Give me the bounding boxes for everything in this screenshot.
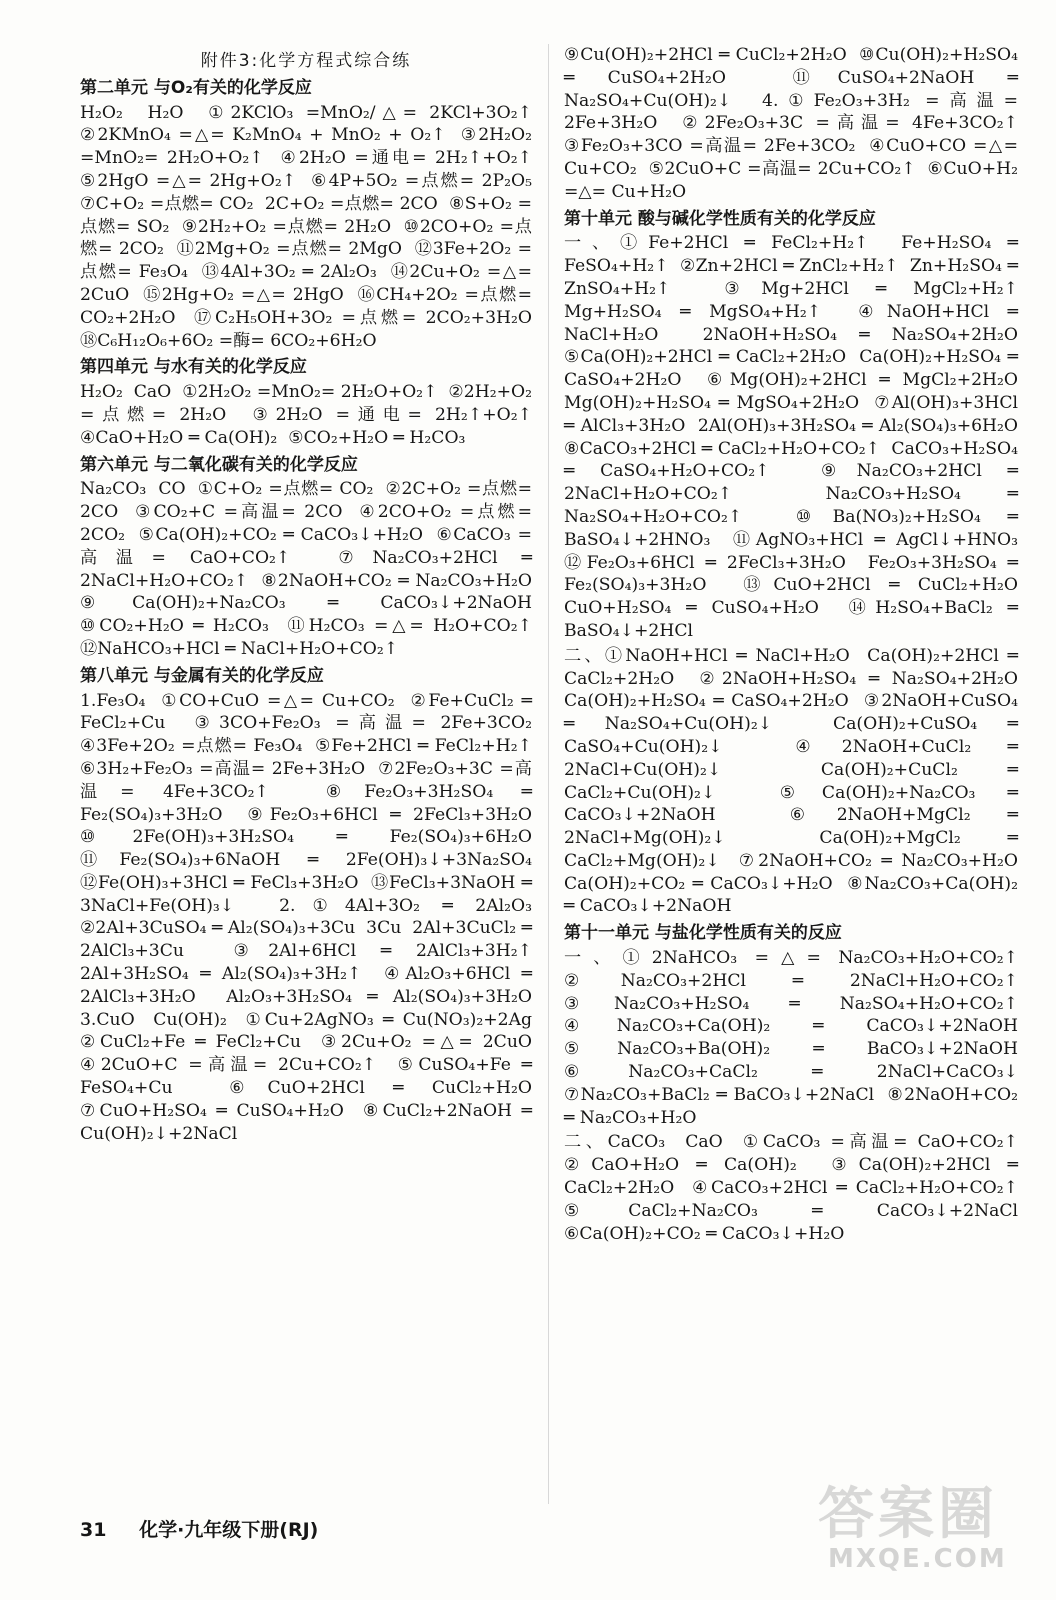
watermark-url: MXQE.COM (828, 1544, 1007, 1574)
unit-heading-4: 第四单元 与水有关的化学反应 (80, 357, 307, 378)
unit-4-equations: H₂O₂ CaO ①2H₂O₂ =MnO₂= 2H₂O+O₂↑ ②2H₂+O₂ =点燃= 2H₂O ③2H₂O =通电= 2H₂↑+O₂↑ ④CaO+H₂O ═ Ca(OH)₂ ⑤CO₂+H₂O ═ H₂CO₃ (80, 382, 543, 448)
unit-heading-8: 第八单元 与金属有关的化学反应 (80, 665, 324, 686)
unit-heading-10: 第十单元 酸与碱化学性质有关的化学反应 (564, 208, 876, 229)
unit-11-part-2-equations: 二、CaCO₃ CaO ①CaCO₃ =高温= CaO+CO₂↑ ②CaO+H₂O ═ Ca(OH)₂ ③Ca(OH)₂+2HCl ═ CaCl₂+2H₂O ④CaCO₃+2HCl ═ CaCl₂+H₂O+CO₂↑ ⑤CaCl₂+Na₂CO₃ ═ CaCO₃↓+2NaCl ⑥Ca(OH)₂+CO₂ ═ CaCO₃↓+H₂O (564, 1132, 1029, 1244)
unit-6-equations: Na₂CO₃ CO ①C+O₂ =点燃= CO₂ ②2C+O₂ =点燃= 2CO ③CO₂+C =高温= 2CO ④2CO+O₂ =点燃= 2CO₂ ⑤Ca(OH)₂+CO₂ ═ CaCO₃↓+H₂O ⑥CaCO₃ =高温= CaO+CO₂↑ ⑦Na₂CO₃+2HCl ═ 2NaCl+H₂O+CO₂↑ ⑧2NaOH+CO₂ ═ Na₂CO₃+H₂O ⑨Ca(OH)₂+Na₂CO₃ ═ CaCO₃↓+2NaOH ⑩CO₂+H₂O ═ H₂CO₃ ⑪H₂CO₃ =△= H₂O+CO₂↑ ⑫NaHCO₃+HCl ═ NaCl+H₂O+CO₂↑ (80, 479, 543, 659)
page-footer (80, 1515, 318, 1542)
watermark-logo (818, 1470, 1028, 1588)
unit-heading-6: 第六单元 与二氧化碳有关的化学反应 (80, 454, 358, 475)
unit-8-equations: 1.Fe₃O₄ ①CO+CuO =△= Cu+CO₂ ②Fe+CuCl₂ ═ FeCl₂+Cu ③3CO+Fe₂O₃ =高温= 2Fe+3CO₂ ④3Fe+2O₂ =点燃= Fe₃O₄ ⑤Fe+2HCl ═ FeCl₂+H₂↑ ⑥3H₂+Fe₂O₃ =高温= 2Fe+3H₂O ⑦2Fe₂O₃+3C =高温= 4Fe+3CO₂↑ ⑧Fe₂O₃+3H₂SO₄ ═ Fe₂(SO₄)₃+3H₂O ⑨Fe₂O₃+6HCl ═ 2FeCl₃+3H₂O ⑩2Fe(OH)₃+3H₂SO₄ ═ Fe₂(SO₄)₃+6H₂O ⑪Fe₂(SO₄)₃+6NaOH ═ 2Fe(OH)₃↓+3Na₂SO₄ ⑫Fe(OH)₃+3HCl ═ FeCl₃+3H₂O ⑬FeCl₃+3NaOH ═ 3NaCl+Fe(OH)₃↓ 2.①4Al+3O₂ ═ 2Al₂O₃ ②2Al+3CuSO₄ ═ Al₂(SO₄)₃+3Cu 3Cu 2Al+3CuCl₂ ═ 2AlCl₃+3Cu ③2Al+6HCl ═ 2AlCl₃+3H₂↑ 2Al+3H₂SO₄ ═ Al₂(SO₄)₃+3H₂↑ ④Al₂O₃+6HCl ═ 2AlCl₃+3H₂O Al₂O₃+3H₂SO₄ ═ Al₂(SO₄)₃+3H₂O 3.CuO Cu(OH)₂ ①Cu+2AgNO₃ ═ Cu(NO₃)₂+2Ag ②CuCl₂+Fe ═ FeCl₂+Cu ③2Cu+O₂ =△= 2CuO ④2CuO+C =高温= 2Cu+CO₂↑ ⑤CuSO₄+Fe ═ FeSO₄+Cu ⑥CuO+2HCl ═ CuCl₂+H₂O ⑦CuO+H₂SO₄ ═ CuSO₄+H₂O ⑧CuCl₂+2NaOH ═ Cu(OH)₂↓+2NaCl (80, 690, 543, 1144)
unit-10-part-2-equations: 二、①NaOH+HCl ═ NaCl+H₂O Ca(OH)₂+2HCl ═ CaCl₂+2H₂O ②2NaOH+H₂SO₄ ═ Na₂SO₄+2H₂O Ca(OH)₂+H₂SO₄ ═ CaSO₄+2H₂O ③2NaOH+CuSO₄ ═ Na₂SO₄+Cu(OH)₂↓ Ca(OH)₂+CuSO₄ ═ CaSO₄+Cu(OH)₂↓ ④2NaOH+CuCl₂ ═ 2NaCl+Cu(OH)₂↓ Ca(OH)₂+CuCl₂ ═ CaCl₂+Cu(OH)₂↓ ⑤Ca(OH)₂+Na₂CO₃ ═ CaCO₃↓+2NaOH ⑥2NaOH+MgCl₂ ═ 2NaCl+Mg(OH)₂↓ Ca(OH)₂+MgCl₂ ═ CaCl₂+Mg(OH)₂↓ ⑦2NaOH+CO₂ ═ Na₂CO₃+H₂O Ca(OH)₂+CO₂ ═ CaCO₃↓+H₂O ⑧Na₂CO₃+Ca(OH)₂ ═ CaCO₃↓+2NaOH (564, 645, 1029, 917)
unit-2-equations: H₂O₂ H₂O ①2KClO₃ =MnO₂/△= 2KCl+3O₂↑ ②2KMnO₄ =△= K₂MnO₄ + MnO₂ + O₂↑ ③2H₂O₂ =MnO₂= 2H₂O+O₂↑ ④2H₂O =通电= 2H₂↑+O₂↑ ⑤2HgO =△= 2Hg+O₂↑ ⑥4P+5O₂ =点燃= 2P₂O₅ ⑦C+O₂ =点燃= CO₂ 2C+O₂ =点燃= 2CO ⑧S+O₂ =点燃= SO₂ ⑨2H₂+O₂ =点燃= 2H₂O ⑩2CO+O₂ =点燃= 2CO₂ ⑪2Mg+O₂ =点燃= 2MgO ⑫3Fe+2O₂ =点燃= Fe₃O₄ ⑬4Al+3O₂ ═ 2Al₂O₃ ⑭2Cu+O₂ =△= 2CuO ⑮2Hg+O₂ =△= 2HgO ⑯CH₄+2O₂ =点燃= CO₂+2H₂O ⑰C₂H₅OH+3O₂ =点燃= 2CO₂+3H₂O ⑱C₆H₁₂O₆+6O₂ =酶= 6CO₂+6H₂O (80, 102, 543, 351)
unit-heading-2: 第二单元 与O₂有关的化学反应 (80, 77, 312, 98)
unit-8-continued-equations: ⑨Cu(OH)₂+2HCl ═ CuCl₂+2H₂O ⑩Cu(OH)₂+H₂SO₄ ═ CuSO₄+2H₂O ⑪CuSO₄+2NaOH ═ Na₂SO₄+Cu(OH)₂↓ 4.①Fe₂O₃+3H₂ =高温= 2Fe+3H₂O ②2Fe₂O₃+3C =高温= 4Fe+3CO₂↑ ③Fe₂O₃+3CO =高温= 2Fe+3CO₂ ④CuO+CO =△= Cu+CO₂ ⑤2CuO+C =高温= 2Cu+CO₂↑ ⑥CuO+H₂ =△= Cu+H₂O (564, 45, 1029, 202)
left-column (80, 44, 543, 1147)
unit-10-part-1-equations: 一、①Fe+2HCl ═ FeCl₂+H₂↑ Fe+H₂SO₄ ═ FeSO₄+H₂↑ ②Zn+2HCl ═ ZnCl₂+H₂↑ Zn+H₂SO₄ ═ ZnSO₄+H₂↑ ③Mg+2HCl ═ MgCl₂+H₂↑ Mg+H₂SO₄ ═ MgSO₄+H₂↑ ④NaOH+HCl ═ NaCl+H₂O 2NaOH+H₂SO₄ ═ Na₂SO₄+2H₂O ⑤Ca(OH)₂+2HCl ═ CaCl₂+2H₂O Ca(OH)₂+H₂SO₄ ═ CaSO₄+2H₂O ⑥Mg(OH)₂+2HCl ═ MgCl₂+2H₂O Mg(OH)₂+H₂SO₄ ═ MgSO₄+2H₂O ⑦Al(OH)₃+3HCl ═ AlCl₃+3H₂O 2Al(OH)₃+3H₂SO₄ ═ Al₂(SO₄)₃+6H₂O ⑧CaCO₃+2HCl ═ CaCl₂+H₂O+CO₂↑ CaCO₃+H₂SO₄ ═ CaSO₄+H₂O+CO₂↑ ⑨Na₂CO₃+2HCl ═ 2NaCl+H₂O+CO₂↑ Na₂CO₃+H₂SO₄ ═ Na₂SO₄+H₂O+CO₂↑ ⑩Ba(NO₃)₂+H₂SO₄ ═ BaSO₄↓+2HNO₃ ⑪AgNO₃+HCl ═ AgCl↓+HNO₃ ⑫Fe₂O₃+6HCl ═ 2FeCl₃+3H₂O Fe₂O₃+3H₂SO₄ ═ Fe₂(SO₄)₃+3H₂O ⑬CuO+2HCl ═ CuCl₂+H₂O CuO+H₂SO₄ ═ CuSO₄+H₂O ⑭H₂SO₄+BaCl₂ ═ BaSO₄↓+2HCl (564, 233, 1029, 641)
watermark-logo-text: 答案圈 (818, 1482, 998, 1547)
right-column (564, 44, 1029, 1247)
book-title: 化学·九年级下册(RJ) (139, 1519, 319, 1541)
document-title: 附件3:化学方程式综合练 (200, 51, 412, 71)
unit-heading-11: 第十一单元 与盐化学性质有关的反应 (564, 923, 842, 944)
column-divider (548, 44, 549, 1504)
unit-11-part-1-equations: 一、①2NaHCO₃ =△= Na₂CO₃+H₂O+CO₂↑ ②Na₂CO₃+2HCl ═ 2NaCl+H₂O+CO₂↑ ③Na₂CO₃+H₂SO₄ ═ Na₂SO₄+H₂O+CO₂↑ ④Na₂CO₃+Ca(OH)₂ ═ CaCO₃↓+2NaOH ⑤Na₂CO₃+Ba(OH)₂ ═ BaCO₃↓+2NaOH ⑥Na₂CO₃+CaCl₂ ═ 2NaCl+CaCO₃↓ ⑦Na₂CO₃+BaCl₂ ═ BaCO₃↓+2NaCl ⑧2NaOH+CO₂ ═ Na₂CO₃+H₂O (564, 948, 1029, 1128)
page-number: 31 (80, 1519, 107, 1541)
